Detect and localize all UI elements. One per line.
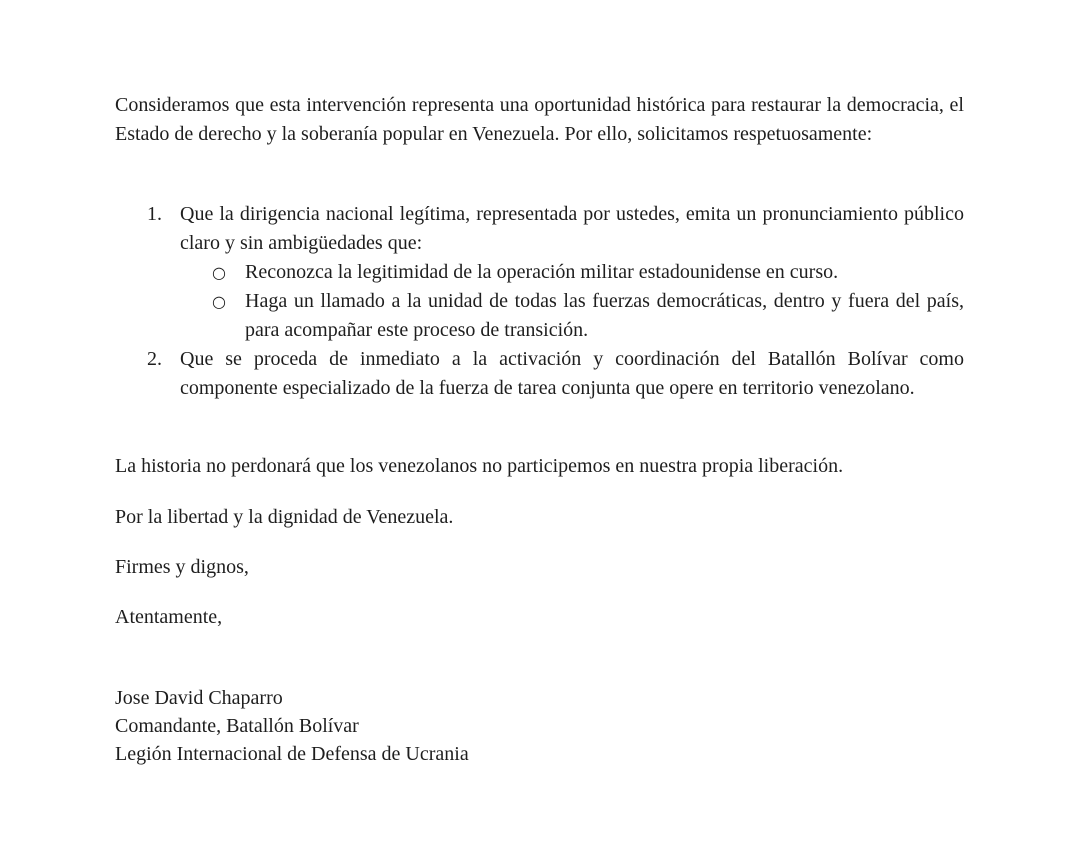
request-list	[115, 200, 964, 403]
request-number: 2.	[147, 348, 162, 370]
request-text: Que la dirigencia nacional legítima, representada por ustedes, emita un pronunciamiento público claro y sin ambigüedades que:	[180, 203, 964, 254]
request-sub-list	[115, 258, 964, 345]
request-item-1	[115, 200, 964, 345]
request-number: 1.	[147, 203, 162, 225]
signatory-title: Comandante, Batallón Bolívar	[115, 715, 359, 737]
history-line: La historia no perdonará que los venezolanos no participemos en nuestra propia liberación.	[115, 455, 844, 477]
signature-block	[115, 684, 469, 768]
sub-item-text: Haga un llamado a la unidad de todas las fuerzas democráticas, dentro y fuera del país, para acompañar este proceso de transición.	[245, 290, 964, 341]
hollow-bullet-icon: ○	[212, 263, 226, 282]
sub-item-2	[115, 287, 964, 345]
liberty-line: Por la libertad y la dignidad de Venezuela.	[115, 506, 454, 528]
closing-atentamente: Atentamente,	[115, 606, 223, 628]
intro-paragraph: Consideramos que esta intervención representa una oportunidad histórica para restaurar la democracia, el Estado de derecho y la soberanía popular en Venezuela. Por ello, solicitamos respetuosamente:	[115, 94, 964, 145]
request-item-2	[115, 345, 964, 403]
sub-item-text: Reconozca la legitimidad de la operación militar estadounidense en curso.	[245, 261, 839, 283]
closing-firmes: Firmes y dignos,	[115, 556, 249, 578]
sub-item-1	[115, 258, 964, 287]
signatory-name: Jose David Chaparro	[115, 687, 283, 709]
signatory-organization: Legión Internacional de Defensa de Ucrania	[115, 743, 469, 765]
hollow-bullet-icon: ○	[212, 292, 226, 311]
request-text: Que se proceda de inmediato a la activación y coordinación del Batallón Bolívar como componente especializado de la fuerza de tarea conjunta que opere en territorio venezolano.	[180, 348, 964, 399]
